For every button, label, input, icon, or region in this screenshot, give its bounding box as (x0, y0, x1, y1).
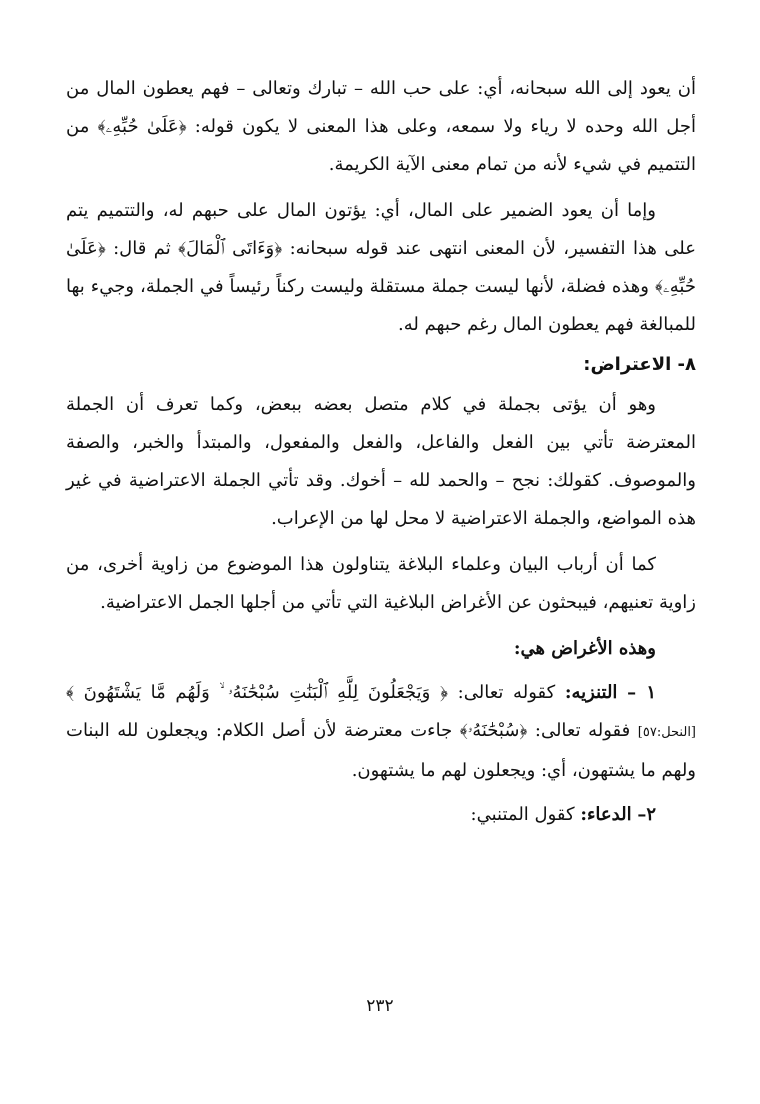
section-heading-ietirad: ٨- الاعتراض: (583, 354, 696, 375)
item-explanation: فقوله تعالى: ﴿سُبْحَٰنَهُۥ﴾ جاءت معترضة لأن أصل الكلام: ويجعلون لله البنات ولهم ما يشتهون، أي: ويجعلون لهم ما يشتهون. (66, 720, 696, 781)
verse-reference: [النحل:٥٧] (637, 725, 696, 740)
paragraph-3: وهو أن يؤتى بجملة في كلام متصل بعضه ببعض، وكما تعرف أن الجملة المعترضة تأتي بين الفعل والفاعل، والفعل والمفعول، والمبتدأ والخبر، والصفة والموصوف. كقولك: نجح – والحمد لله – أخوك. وقد تأتي الجملة الاعتراضية في غير هذه المواضع، والجملة الاعتراضية لا محل لها من الإعراب. (66, 394, 696, 529)
purposes-subheading: وهذه الأغراض هي: (513, 638, 656, 659)
item-term: التنزيه: (564, 682, 618, 703)
list-item-dua (66, 796, 696, 834)
item-number: ٢– (637, 804, 656, 825)
paragraph-1: أن يعود إلى الله سبحانه، أي: على حب الله – تبارك وتعالى – فهم يعطون المال من أجل الله وحده لا رياء ولا سمعه، وعلى هذا المعنى لا يكون قوله: ﴿عَلَىٰ حُبِّهِۦ﴾ من التتميم في شيء لأنه من تمام معنى الآية الكريمة. (66, 78, 696, 175)
page-number: ٢٣٢ (366, 996, 394, 1016)
item-number: ١ – (627, 682, 656, 703)
paragraph-4: كما أن أرباب البيان وعلماء البلاغة يتناولون هذا الموضوع من زاوية أخرى، من زاوية تعنيهم، فيبحثون عن الأغراض البلاغية التي تأتي من أجلها الجمل الاعتراضية. (66, 554, 696, 613)
paragraph-2: وإما أن يعود الضمير على المال، أي: يؤتون المال على حبهم له، والتتميم يتم على هذا التفسير، لأن المعنى انتهى عند قوله سبحانه: ﴿وَءَاتَى ٱلْمَالَ﴾ ثم قال: ﴿عَلَىٰ حُبِّهِۦ﴾ وهذه فضلة، لأنها ليست جملة مستقلة وليست ركناً رئيساً في الجملة، وجيء بها للمبالغة فهم يعطون المال رغم حبهم له. (66, 200, 696, 335)
quran-verse: ﴿ وَيَجْعَلُونَ لِلَّهِ ٱلْبَنَٰتِ سُبْحَٰنَهُۥ ۙ وَلَهُم مَّا يَشْتَهُونَ ﴾ (66, 682, 448, 703)
page-body (66, 70, 696, 834)
item-intro: كقوله تعالى: (457, 682, 556, 703)
item-intro: كقول المتنبي: (470, 804, 575, 825)
list-item-tanzih (66, 674, 696, 790)
item-term: الدعاء: (580, 804, 632, 825)
